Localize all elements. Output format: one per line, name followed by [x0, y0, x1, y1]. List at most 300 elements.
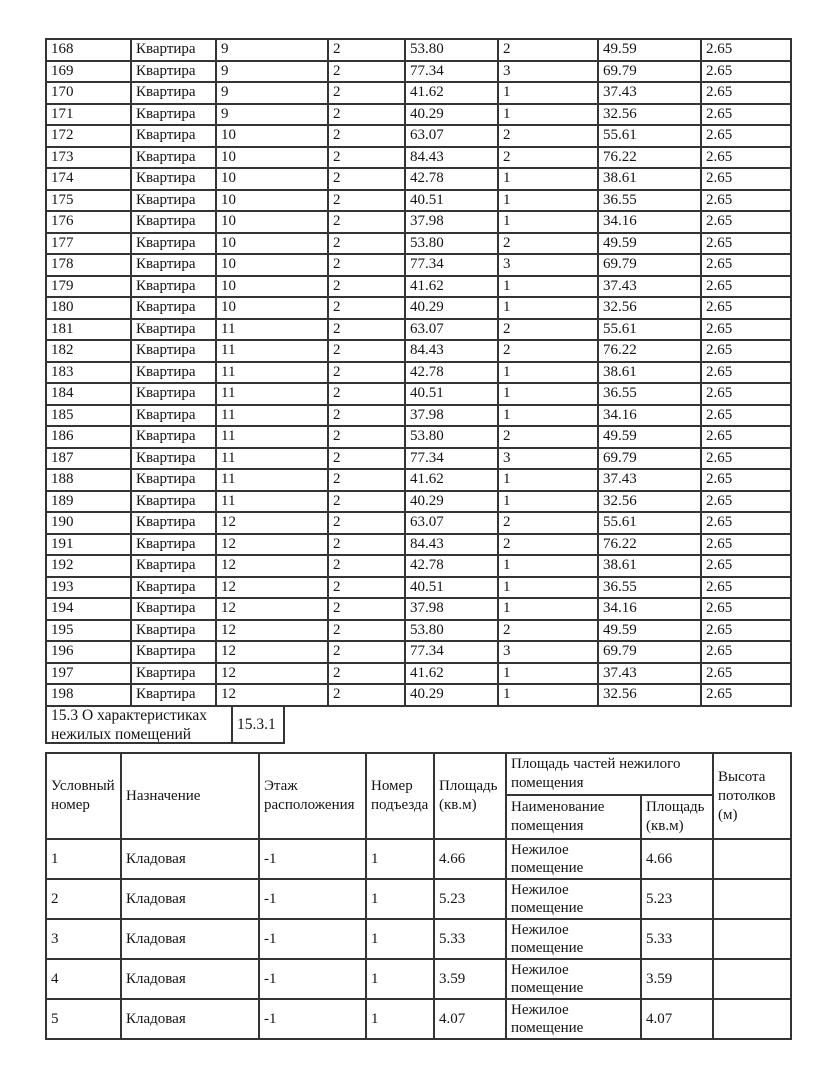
apartment-cell: 32.56: [598, 491, 701, 513]
apartment-cell: 10: [216, 168, 328, 190]
apartment-cell: 2: [328, 211, 405, 233]
nonresidential-cell: Кладовая: [121, 959, 259, 999]
table-row: [46, 534, 791, 556]
apartment-cell: 1: [498, 405, 598, 427]
apartment-cell: 1: [498, 276, 598, 298]
nonresidential-cell: Нежилое помещение: [506, 839, 641, 879]
nonresidential-cell: 1: [366, 999, 434, 1039]
apartment-cell: 2: [498, 620, 598, 642]
section-title: 15.3 О характеристиках нежилых помещений: [45, 706, 233, 744]
apartment-cell: 63.07: [405, 512, 498, 534]
table-row: [46, 297, 791, 319]
table-row: [46, 168, 791, 190]
apartment-cell: 2.65: [701, 491, 791, 513]
apartment-cell: 55.61: [598, 512, 701, 534]
apartment-cell: 12: [216, 620, 328, 642]
apartment-cell: 195: [46, 620, 131, 642]
apartment-cell: 3: [498, 448, 598, 470]
apartment-cell: 2: [498, 534, 598, 556]
apartment-cell: 2.65: [701, 641, 791, 663]
apartment-cell: 41.62: [405, 82, 498, 104]
apartment-cell: 12: [216, 641, 328, 663]
apartment-cell: 77.34: [405, 448, 498, 470]
nonresidential-cell: Нежилое помещение: [506, 959, 641, 999]
apartment-cell: 53.80: [405, 233, 498, 255]
apartment-cell: 2.65: [701, 61, 791, 83]
apartment-cell: 2: [328, 469, 405, 491]
apartment-cell: 3: [498, 641, 598, 663]
apartment-cell: 2.65: [701, 598, 791, 620]
apartment-cell: Квартира: [131, 426, 216, 448]
apartment-cell: Квартира: [131, 512, 216, 534]
apartment-cell: 2.65: [701, 426, 791, 448]
apartment-cell: 40.29: [405, 104, 498, 126]
apartment-cell: 2: [328, 620, 405, 642]
apartment-cell: 1: [498, 168, 598, 190]
apartment-cell: 2.65: [701, 104, 791, 126]
table-row: [46, 319, 791, 341]
apartment-cell: 40.51: [405, 577, 498, 599]
table-row: [46, 555, 791, 577]
apartment-cell: 2.65: [701, 254, 791, 276]
apartment-cell: 1: [498, 383, 598, 405]
apartment-cell: 170: [46, 82, 131, 104]
header-parts-group: Площадь частей нежилого помещения: [506, 753, 713, 795]
apartment-cell: 2: [328, 426, 405, 448]
apartment-cell: Квартира: [131, 233, 216, 255]
nonresidential-cell: 4.66: [641, 839, 713, 879]
nonresidential-cell: [713, 839, 791, 879]
nonresidential-cell: 1: [366, 919, 434, 959]
apartment-cell: 2.65: [701, 39, 791, 61]
apartment-cell: 10: [216, 254, 328, 276]
table-row: [46, 919, 791, 959]
apartment-cell: 2: [328, 125, 405, 147]
apartment-cell: 1: [498, 598, 598, 620]
apartment-cell: 192: [46, 555, 131, 577]
apartment-cell: 175: [46, 190, 131, 212]
apartment-cell: 69.79: [598, 448, 701, 470]
nonresidential-cell: Нежилое помещение: [506, 879, 641, 919]
header-entrance-number: Номер подъезда: [366, 753, 434, 839]
apartment-cell: 2: [328, 319, 405, 341]
apartment-cell: 2: [328, 61, 405, 83]
apartment-cell: Квартира: [131, 61, 216, 83]
apartment-cell: 2.65: [701, 276, 791, 298]
apartment-cell: 36.55: [598, 577, 701, 599]
apartment-cell: 2: [328, 555, 405, 577]
table-row: [46, 147, 791, 169]
apartment-cell: 37.43: [598, 663, 701, 685]
table-row: [46, 254, 791, 276]
apartment-cell: 2: [498, 512, 598, 534]
apartment-cell: Квартира: [131, 82, 216, 104]
table-row: [46, 125, 791, 147]
apartment-cell: 2: [498, 233, 598, 255]
apartment-cell: 49.59: [598, 39, 701, 61]
header-purpose: Назначение: [121, 753, 259, 839]
apartment-cell: 172: [46, 125, 131, 147]
nonresidential-cell: 5: [46, 999, 121, 1039]
apartment-cell: 84.43: [405, 147, 498, 169]
apartment-cell: 2: [328, 663, 405, 685]
apartment-cell: Квартира: [131, 684, 216, 706]
apartment-cell: 2: [498, 426, 598, 448]
nonresidential-cell: [713, 959, 791, 999]
apartment-cell: 2: [328, 383, 405, 405]
nonresidential-cell: 3.59: [434, 959, 506, 999]
header-room-name: Наименование помещения: [506, 795, 641, 839]
nonresidential-cell: Кладовая: [121, 919, 259, 959]
apartment-cell: 11: [216, 362, 328, 384]
apartment-cell: 11: [216, 491, 328, 513]
apartment-cell: 2.65: [701, 405, 791, 427]
apartment-cell: Квартира: [131, 39, 216, 61]
apartment-cell: 77.34: [405, 61, 498, 83]
apartment-cell: 12: [216, 577, 328, 599]
nonresidential-cell: 2: [46, 879, 121, 919]
apartment-cell: 174: [46, 168, 131, 190]
apartment-cell: 2.65: [701, 684, 791, 706]
apartment-cell: 2: [328, 448, 405, 470]
nonresidential-cell: 5.33: [434, 919, 506, 959]
apartment-cell: 2.65: [701, 82, 791, 104]
apartment-cell: Квартира: [131, 469, 216, 491]
apartment-cell: 10: [216, 147, 328, 169]
nonresidential-cell: [713, 879, 791, 919]
table-row: [46, 620, 791, 642]
table-row: [46, 39, 791, 61]
apartment-cell: 189: [46, 491, 131, 513]
nonresidential-cell: 4: [46, 959, 121, 999]
apartment-cell: Квартира: [131, 319, 216, 341]
apartment-cell: 2.65: [701, 211, 791, 233]
apartment-cell: 40.51: [405, 190, 498, 212]
table-row: [46, 663, 791, 685]
apartment-cell: 2: [328, 168, 405, 190]
apartments-table: [45, 38, 792, 707]
apartment-cell: 176: [46, 211, 131, 233]
apartment-cell: 2.65: [701, 448, 791, 470]
apartment-cell: 2: [328, 684, 405, 706]
apartment-cell: Квартира: [131, 276, 216, 298]
apartment-cell: 11: [216, 319, 328, 341]
apartment-cell: 3: [498, 61, 598, 83]
apartment-cell: 40.29: [405, 491, 498, 513]
apartment-cell: 11: [216, 426, 328, 448]
table-row: [46, 999, 791, 1039]
apartment-cell: 55.61: [598, 319, 701, 341]
apartment-cell: 84.43: [405, 534, 498, 556]
apartment-cell: 191: [46, 534, 131, 556]
apartment-cell: 9: [216, 82, 328, 104]
apartment-cell: Квартира: [131, 491, 216, 513]
apartment-cell: 2.65: [701, 190, 791, 212]
apartment-cell: 9: [216, 104, 328, 126]
apartment-cell: 2: [328, 39, 405, 61]
apartment-cell: Квартира: [131, 598, 216, 620]
apartment-cell: 53.80: [405, 426, 498, 448]
apartment-cell: 12: [216, 598, 328, 620]
apartment-cell: 32.56: [598, 684, 701, 706]
apartment-cell: 194: [46, 598, 131, 620]
apartment-cell: Квартира: [131, 620, 216, 642]
apartment-cell: 2: [498, 319, 598, 341]
apartment-cell: 196: [46, 641, 131, 663]
apartment-cell: 11: [216, 405, 328, 427]
apartment-cell: Квартира: [131, 104, 216, 126]
nonresidential-cell: 4.07: [641, 999, 713, 1039]
table-row: [46, 276, 791, 298]
apartment-cell: 77.34: [405, 641, 498, 663]
apartment-cell: 2: [328, 104, 405, 126]
apartment-cell: 2.65: [701, 319, 791, 341]
nonresidential-cell: 5.23: [434, 879, 506, 919]
apartment-cell: 11: [216, 340, 328, 362]
apartment-cell: 2: [328, 147, 405, 169]
section-15-3: [45, 706, 285, 744]
apartment-cell: Квартира: [131, 340, 216, 362]
apartment-cell: 2: [328, 577, 405, 599]
nonresidential-cell: 3.59: [641, 959, 713, 999]
apartment-cell: 181: [46, 319, 131, 341]
apartment-cell: 2: [498, 125, 598, 147]
apartment-cell: 2.65: [701, 147, 791, 169]
table-row: [46, 839, 791, 879]
table-row: [46, 82, 791, 104]
apartment-cell: 32.56: [598, 297, 701, 319]
apartment-cell: 184: [46, 383, 131, 405]
apartment-cell: Квартира: [131, 641, 216, 663]
apartment-cell: 2.65: [701, 555, 791, 577]
nonresidential-cell: 1: [366, 959, 434, 999]
apartment-cell: Квартира: [131, 190, 216, 212]
apartment-cell: 34.16: [598, 598, 701, 620]
nonresidential-cell: [713, 919, 791, 959]
apartment-cell: 69.79: [598, 641, 701, 663]
table-row: [46, 684, 791, 706]
apartment-cell: 41.62: [405, 469, 498, 491]
apartment-cell: 178: [46, 254, 131, 276]
table-row: [46, 577, 791, 599]
apartment-cell: 1: [498, 684, 598, 706]
apartment-cell: 190: [46, 512, 131, 534]
apartment-cell: 53.80: [405, 620, 498, 642]
nonresidential-cell: 4.07: [434, 999, 506, 1039]
apartment-cell: 2: [328, 405, 405, 427]
nonresidential-cell: -1: [259, 919, 366, 959]
apartment-cell: 173: [46, 147, 131, 169]
apartment-cell: 2.65: [701, 534, 791, 556]
apartment-cell: Квартира: [131, 534, 216, 556]
apartment-cell: Квартира: [131, 297, 216, 319]
apartment-cell: 37.43: [598, 276, 701, 298]
apartment-cell: 2.65: [701, 125, 791, 147]
apartment-cell: 1: [498, 82, 598, 104]
table-row: [46, 405, 791, 427]
apartment-cell: 2: [328, 598, 405, 620]
apartment-cell: Квартира: [131, 211, 216, 233]
apartment-cell: 2.65: [701, 577, 791, 599]
apartment-cell: 37.43: [598, 469, 701, 491]
nonresidential-cell: -1: [259, 839, 366, 879]
apartment-cell: 42.78: [405, 168, 498, 190]
nonresidential-cell: 1: [46, 839, 121, 879]
apartment-cell: Квартира: [131, 254, 216, 276]
table-row: [46, 448, 791, 470]
apartment-cell: 12: [216, 663, 328, 685]
apartment-cell: 38.61: [598, 168, 701, 190]
nonresidential-cell: 5.23: [641, 879, 713, 919]
apartment-cell: 168: [46, 39, 131, 61]
nonresidential-cell: -1: [259, 999, 366, 1039]
apartment-cell: 37.98: [405, 405, 498, 427]
apartment-cell: 40.29: [405, 297, 498, 319]
table-row: [46, 104, 791, 126]
table-row: [46, 959, 791, 999]
apartment-cell: 1: [498, 190, 598, 212]
apartment-cell: 1: [498, 104, 598, 126]
apartment-cell: 2: [328, 362, 405, 384]
apartment-cell: 185: [46, 405, 131, 427]
apartment-cell: 2.65: [701, 663, 791, 685]
apartment-cell: 183: [46, 362, 131, 384]
table-row: [46, 879, 791, 919]
apartment-cell: 171: [46, 104, 131, 126]
apartment-cell: 76.22: [598, 340, 701, 362]
apartment-cell: 1: [498, 469, 598, 491]
apartment-cell: 9: [216, 61, 328, 83]
apartment-cell: 36.55: [598, 190, 701, 212]
table-row: [46, 233, 791, 255]
apartment-cell: 2: [328, 233, 405, 255]
apartment-cell: Квартира: [131, 383, 216, 405]
nonresidential-cell: [713, 999, 791, 1039]
section-code-label: 15.3.1: [237, 715, 276, 733]
table-row: [46, 383, 791, 405]
apartment-cell: Квартира: [131, 125, 216, 147]
nonresidential-cell: Кладовая: [121, 879, 259, 919]
apartment-cell: 2: [328, 512, 405, 534]
table-row: [46, 362, 791, 384]
apartment-cell: 2.65: [701, 340, 791, 362]
apartment-cell: Квартира: [131, 168, 216, 190]
apartment-cell: 180: [46, 297, 131, 319]
nonresidential-cell: 4.66: [434, 839, 506, 879]
apartment-cell: 49.59: [598, 233, 701, 255]
apartment-cell: 76.22: [598, 147, 701, 169]
apartment-cell: 1: [498, 211, 598, 233]
apartment-cell: 2: [328, 190, 405, 212]
apartment-cell: 49.59: [598, 620, 701, 642]
apartment-cell: 1: [498, 297, 598, 319]
apartment-cell: 36.55: [598, 383, 701, 405]
apartment-cell: Квартира: [131, 448, 216, 470]
nonresidential-cell: 1: [366, 879, 434, 919]
apartment-cell: 40.29: [405, 684, 498, 706]
apartment-cell: 193: [46, 577, 131, 599]
apartment-cell: 69.79: [598, 61, 701, 83]
apartment-cell: 55.61: [598, 125, 701, 147]
nonresidential-cell: Нежилое помещение: [506, 999, 641, 1039]
apartment-cell: 12: [216, 684, 328, 706]
apartment-cell: 179: [46, 276, 131, 298]
apartment-cell: 2.65: [701, 168, 791, 190]
header-row-top: [46, 753, 791, 795]
apartment-cell: 177: [46, 233, 131, 255]
apartment-cell: 41.62: [405, 276, 498, 298]
apartment-cell: 37.98: [405, 598, 498, 620]
apartment-cell: Квартира: [131, 663, 216, 685]
apartment-cell: 10: [216, 233, 328, 255]
apartment-cell: 2: [328, 340, 405, 362]
apartment-cell: 186: [46, 426, 131, 448]
apartment-cell: 3: [498, 254, 598, 276]
apartment-cell: 2.65: [701, 512, 791, 534]
nonresidential-cell: Кладовая: [121, 839, 259, 879]
apartment-cell: 10: [216, 276, 328, 298]
apartment-cell: 2: [498, 39, 598, 61]
table-row: [46, 512, 791, 534]
apartment-cell: 187: [46, 448, 131, 470]
table-row: [46, 469, 791, 491]
apartment-cell: 12: [216, 512, 328, 534]
apartment-cell: 2: [328, 297, 405, 319]
apartment-cell: 10: [216, 190, 328, 212]
apartment-cell: 1: [498, 577, 598, 599]
apartment-cell: 1: [498, 491, 598, 513]
nonresidential-cell: -1: [259, 959, 366, 999]
nonresidential-cell: 5.33: [641, 919, 713, 959]
apartment-cell: 2: [328, 254, 405, 276]
apartment-cell: 42.78: [405, 555, 498, 577]
apartment-cell: 42.78: [405, 362, 498, 384]
apartment-cell: 49.59: [598, 426, 701, 448]
apartment-cell: 1: [498, 555, 598, 577]
apartment-cell: 2: [328, 82, 405, 104]
nonresidential-cell: 1: [366, 839, 434, 879]
apartment-cell: 1: [498, 362, 598, 384]
header-ceiling-height: Высота потолков (м): [713, 753, 791, 839]
apartment-cell: 169: [46, 61, 131, 83]
table-row: [46, 598, 791, 620]
table-row: [46, 491, 791, 513]
apartment-cell: 197: [46, 663, 131, 685]
apartment-cell: 37.43: [598, 82, 701, 104]
apartment-cell: 84.43: [405, 340, 498, 362]
apartment-cell: 38.61: [598, 555, 701, 577]
apartment-cell: 41.62: [405, 663, 498, 685]
apartment-cell: 32.56: [598, 104, 701, 126]
apartment-cell: Квартира: [131, 577, 216, 599]
apartment-cell: 182: [46, 340, 131, 362]
nonresidential-cell: Кладовая: [121, 999, 259, 1039]
apartment-cell: 34.16: [598, 405, 701, 427]
apartment-cell: Квартира: [131, 147, 216, 169]
apartment-cell: 12: [216, 555, 328, 577]
section-code: [233, 706, 285, 744]
apartment-cell: 37.98: [405, 211, 498, 233]
apartment-cell: 2.65: [701, 469, 791, 491]
apartment-cell: 2: [328, 534, 405, 556]
apartment-cell: 2: [328, 276, 405, 298]
table-row: [46, 641, 791, 663]
header-area: Площадь (кв.м): [434, 753, 506, 839]
table-row: [46, 211, 791, 233]
table-row: [46, 426, 791, 448]
apartment-cell: 77.34: [405, 254, 498, 276]
nonresidential-table: [45, 752, 792, 1040]
